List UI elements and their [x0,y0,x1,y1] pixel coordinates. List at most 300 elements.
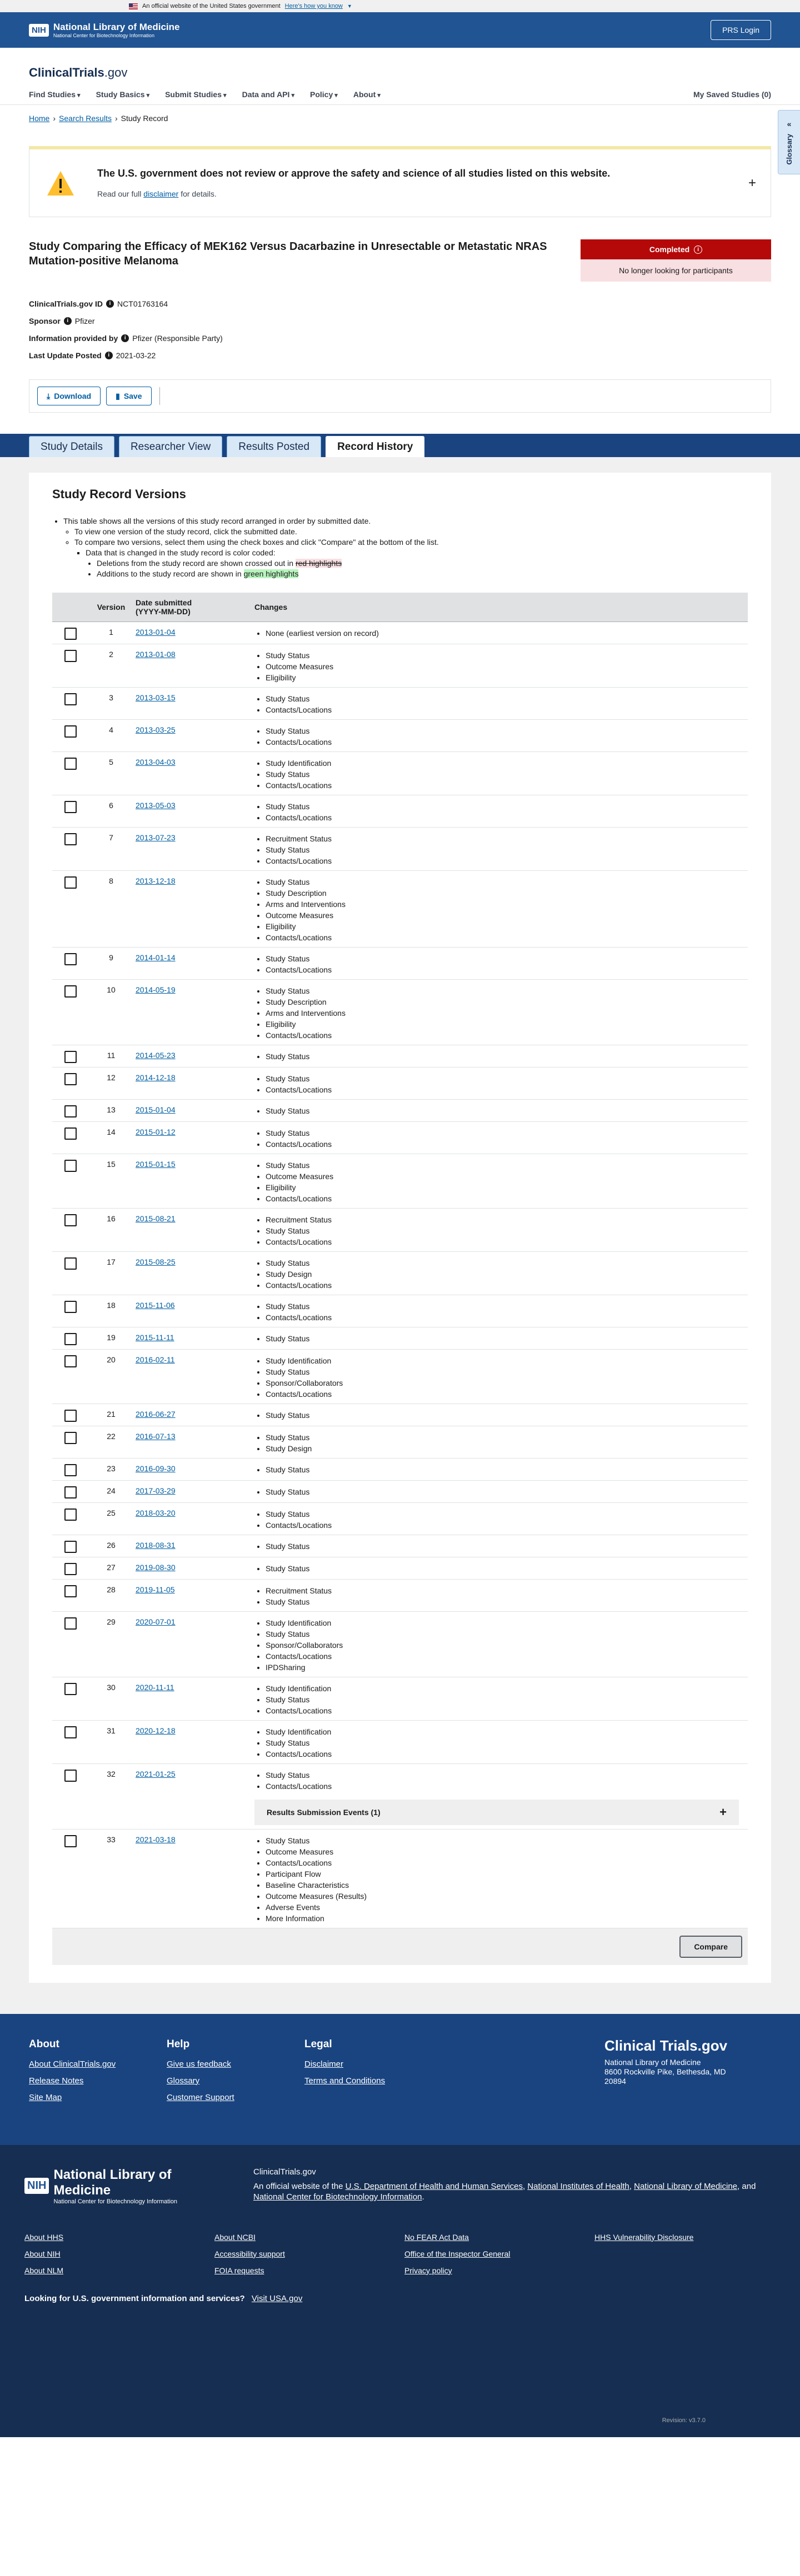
change-item: • Recruitment Status [266,833,748,844]
change-item: • Study Status [266,1366,748,1377]
table-row [52,687,748,719]
nih-footer-logo[interactable] [24,2167,218,2205]
version-number: 9 [87,947,136,979]
footer-link-accessibility-support[interactable]: Accessibility support [214,2249,285,2258]
version-date-link[interactable]: 2016-02-11 [136,1355,175,1364]
footer-link-office-of-the-inspector-general[interactable]: Office of the Inspector General [404,2249,511,2258]
version-date-link[interactable]: 2015-11-06 [136,1300,175,1310]
version-checkbox[interactable] [64,833,77,845]
changes-list [254,1105,748,1116]
version-date-link[interactable]: 2021-01-25 [136,1769,176,1778]
version-checkbox[interactable] [64,1333,77,1345]
changes-list [254,1301,748,1323]
version-checkbox[interactable] [64,1105,77,1117]
version-date-link[interactable]: 2013-03-25 [136,725,176,734]
table-row [52,751,748,795]
version-date-link[interactable]: 2019-11-05 [136,1585,175,1594]
last-update-value: 2021-03-22 [116,350,156,360]
action-bar [29,379,771,413]
version-date-link[interactable]: 2016-07-13 [136,1431,176,1441]
tab-researcher-view[interactable]: Researcher View [119,436,222,457]
study-header [0,217,800,282]
nih-header [0,12,800,48]
sponsor-value: Pfizer [74,316,95,325]
change-item: • Study Status [266,876,748,888]
footer-link-release-notes[interactable]: Release Notes [29,2076,84,2086]
version-checkbox[interactable] [64,1486,77,1499]
version-number: 1 [87,622,136,644]
intro-item [63,527,748,579]
change-item: • Study Status [266,1073,748,1084]
footer-link-foia-requests[interactable]: FOIA requests [214,2266,264,2275]
version-checkbox[interactable] [64,1835,77,1847]
footer-link-about-ncbi[interactable]: About NCBI [214,2232,256,2242]
nav-item-data-and-api[interactable]: Data and API ▾ [242,90,294,99]
version-number: 26 [87,1535,136,1557]
table-row [52,1611,748,1677]
my-saved-studies-link[interactable]: My Saved Studies (0) [693,90,771,99]
changes-list [254,1410,748,1421]
compare-row [52,1928,748,1965]
version-date-link[interactable]: 2013-03-15 [136,693,176,702]
version-date-link[interactable]: 2013-01-08 [136,649,176,659]
version-checkbox[interactable] [64,1073,77,1085]
version-date-link[interactable]: 2013-04-03 [136,757,176,766]
change-item: • Study Status [266,1596,748,1607]
intro-item: ▪ Data that is changed in the study record is color coded: [86,548,748,558]
version-checkbox[interactable] [64,693,77,705]
version-number: 32 [87,1763,136,1829]
change-item: • Contacts/Locations [266,1389,748,1400]
change-item: • Study Status [266,1737,748,1748]
record-history-card [29,473,771,1983]
version-checkbox[interactable] [64,1464,77,1476]
breadcrumb-separator: › [114,114,118,123]
double-chevron-left-icon: « [787,119,792,129]
table-row [52,1208,748,1251]
version-number: 6 [87,795,136,827]
gov-banner-link[interactable]: Here's how you know [284,3,343,9]
version-checkbox[interactable] [64,1770,77,1782]
download-icon: ⤓ [47,391,51,400]
version-date-link[interactable]: 2020-12-18 [136,1726,176,1735]
footer-logo[interactable]: Clinical Trials.gov [604,2037,728,2054]
table-row [52,1067,748,1099]
version-date-link[interactable]: 2015-11-11 [136,1332,174,1342]
footer-link-about-nih[interactable]: About NIH [24,2249,61,2258]
table-row [52,1579,748,1611]
nih-logo[interactable] [29,22,180,38]
change-item: • Study Status [266,844,748,855]
status-box [581,239,771,282]
nav-item-find-studies[interactable]: Find Studies ▾ [29,90,81,99]
glossary-label: Glossary [785,134,793,165]
tab-results-posted[interactable]: Results Posted [227,436,321,457]
version-checkbox[interactable] [64,1617,77,1630]
changes-list [254,1051,748,1062]
nlm-address: 8600 Rockville Pike, Bethesda, MD [604,2067,726,2076]
version-date-link[interactable]: 2021-03-18 [136,1835,176,1844]
table-row [52,870,748,947]
tab-record-history[interactable]: Record History [326,436,424,457]
breadcrumb-home[interactable]: Home [29,114,50,123]
change-item: • Study Status [266,725,748,736]
version-checkbox[interactable] [64,985,77,998]
version-checkbox[interactable] [64,1301,77,1313]
change-item: • Study Description [266,888,748,899]
version-date-link[interactable]: 2018-08-31 [136,1540,176,1550]
change-item: • Sponsor/Collaborators [266,1640,748,1651]
section-heading: Study Record Versions [52,487,186,501]
intro-item: • This table shows all the versions of this study record arranged in order by submitted date. [63,516,748,527]
version-number: 10 [87,979,136,1045]
header-version: Version [87,593,136,622]
version-number: 16 [87,1208,136,1251]
change-item: • Contacts/Locations [266,736,748,748]
change-item: • Recruitment Status [266,1585,748,1596]
change-item: • Contacts/Locations [266,1030,748,1041]
footer-link-hhs-vulnerability-disclosure[interactable]: HHS Vulnerability Disclosure [594,2232,694,2242]
info-provided-value: Pfizer (Responsible Party) [132,333,223,343]
header-date: Date submitted (YYYY-MM-DD) [136,593,254,622]
nih-badge: NIH [29,24,49,37]
changes-list [254,1432,748,1454]
change-item: • Study Status [266,650,748,661]
nct-id: NCT01763164 [117,299,168,308]
version-checkbox[interactable] [64,1432,77,1444]
change-item: • Study Identification [266,758,748,769]
version-date-link[interactable]: 2015-08-25 [136,1257,176,1266]
table-row [52,644,748,687]
version-checkbox[interactable] [64,1585,77,1597]
change-item: • IPDSharing [266,1662,748,1673]
version-number: 27 [87,1557,136,1579]
breadcrumb-separator: › [53,114,56,123]
footer-link-customer-support[interactable]: Customer Support [167,2092,234,2102]
change-item: • More Information [266,1913,748,1924]
footer-heading: Help [167,2038,190,2050]
change-item: • Study Identification [266,1617,748,1628]
site-brand[interactable]: ClinicalTrials.gov [29,66,128,79]
changes-list [254,1563,748,1574]
disclaimer-heading: The U.S. government does not review or approve the safety and science of all studies listed on this website. [97,168,611,179]
changes-list [254,1617,748,1673]
change-item: • Study Status [266,1508,748,1520]
change-item: • Contacts/Locations [266,964,748,975]
version-date-link[interactable]: 2013-07-23 [136,833,176,842]
version-date-link[interactable]: 2015-01-04 [136,1105,176,1114]
changes-list [254,1486,748,1497]
chevron-down-icon: ▼ [347,3,352,9]
version-checkbox[interactable] [64,1257,77,1270]
change-item: • Study Identification [266,1355,748,1366]
version-checkbox[interactable] [64,1214,77,1226]
intro-item [86,558,748,579]
bookmark-icon: ▮ [116,391,120,400]
change-item: • Contacts/Locations [266,1748,748,1760]
footer-link-about-hhs[interactable]: About HHS [24,2232,64,2242]
gov-banner-text: An official website of the United States government [142,3,281,9]
download-button[interactable]: ⤓ Download [37,387,101,405]
change-item: • Contacts/Locations [266,1084,748,1095]
version-date-link[interactable]: 2018-03-20 [136,1508,176,1517]
version-number: 14 [87,1121,136,1154]
version-date-link[interactable]: 2014-12-18 [136,1073,176,1082]
footer-link-glossary[interactable]: Glossary [167,2076,200,2086]
version-date-link[interactable]: 2015-01-12 [136,1127,176,1136]
version-date-link[interactable]: 2020-11-11 [136,1682,174,1692]
nih-link[interactable]: National Institutes of Health [527,2181,629,2191]
footer-nlm [604,2038,771,2128]
footer-heading: About [29,2038,59,2050]
table-row [52,1251,748,1295]
nih-title: National Library of Medicine [53,22,180,32]
footer-legal [304,2038,442,2128]
nlm-link[interactable]: National Library of Medicine [634,2181,738,2191]
changes-list [254,1355,748,1400]
sponsor-label: Sponsor [29,316,61,325]
version-date-link[interactable]: 2016-06-27 [136,1409,176,1419]
table-row [52,1045,748,1067]
version-number: 3 [87,687,136,719]
change-item: • Study Status [266,1257,748,1269]
version-checkbox[interactable] [64,1355,77,1367]
change-item: • Contacts/Locations [266,1280,748,1291]
change-item: • Study Status [266,985,748,996]
table-row [52,1557,748,1579]
change-item: • Study Status [266,1105,748,1116]
version-checkbox[interactable] [64,1127,77,1140]
usa-gov-link[interactable]: Visit USA.gov [251,2293,303,2303]
ncbi-link[interactable]: National Center for Biotechnology Information [253,2192,422,2202]
version-checkbox[interactable] [64,1160,77,1172]
version-date-link[interactable]: 2013-01-04 [136,627,176,637]
table-row [52,1349,748,1404]
footer-link-about-nlm[interactable]: About NLM [24,2266,64,2275]
table-row [52,1121,748,1154]
change-item: • Study Status [266,1051,748,1062]
tab-study-details[interactable]: Study Details [29,436,114,457]
info-icon[interactable]: i [64,317,72,325]
change-item: • Study Status [266,1410,748,1421]
changes-list [254,1464,748,1475]
change-item: • Study Description [266,996,748,1008]
table-row [52,1099,748,1121]
footer-link-site-map[interactable]: Site Map [29,2092,62,2102]
version-checkbox[interactable] [64,725,77,738]
version-checkbox[interactable] [64,1410,77,1422]
version-date-link[interactable]: 2020-07-01 [136,1617,176,1626]
changes-list [254,1508,748,1531]
change-item: • Study Status [266,1225,748,1236]
nav-item-about[interactable]: About ▾ [353,90,381,99]
us-flag-icon [129,3,138,9]
version-date-link[interactable]: 2017-03-29 [136,1486,176,1495]
prs-login-button[interactable]: PRS Login [711,20,771,40]
study-meta [0,282,800,364]
change-item: • Participant Flow [266,1868,748,1880]
version-date-link[interactable]: 2014-05-19 [136,985,176,994]
version-number: 28 [87,1579,136,1611]
info-icon[interactable]: i [121,334,129,342]
footer-link-privacy-policy[interactable]: Privacy policy [404,2266,452,2275]
change-item: • Study Status [266,1563,748,1574]
nav-item-policy[interactable]: Policy ▾ [310,90,338,99]
changes-list [254,628,748,639]
change-item: • Eligibility [266,921,748,932]
breadcrumb-search-results[interactable]: Search Results [59,114,112,123]
version-date-link[interactable]: 2016-09-30 [136,1464,176,1473]
change-item: • Recruitment Status [266,1214,748,1225]
version-checkbox[interactable] [64,628,77,640]
change-item: • Study Status [266,1628,748,1640]
expand-plus-icon[interactable]: + [748,175,756,191]
hhs-link[interactable]: U.S. Department of Health and Human Services [345,2181,523,2191]
nav-item-study-basics[interactable]: Study Basics ▾ [96,90,150,99]
compare-button[interactable]: Compare [679,1936,742,1958]
version-checkbox[interactable] [64,758,77,770]
footer-description: An official website of the U.S. Department of Health and Human Services, National Institutes of Health, National Library of Medicine, and National Center for Biotechnology Information. [253,2181,756,2202]
table-row [52,1426,748,1458]
table-row [52,719,748,751]
version-number: 7 [87,827,136,870]
table-row [52,1535,748,1557]
version-number: 30 [87,1677,136,1720]
change-item: • Study Status [266,693,748,704]
change-item: • Study Status [266,1541,748,1552]
intro-item [74,548,748,579]
version-checkbox[interactable] [64,953,77,965]
change-item: • Arms and Interventions [266,1008,748,1019]
version-number: 29 [87,1611,136,1677]
change-item: • Contacts/Locations [266,1705,748,1716]
version-date-link[interactable]: 2013-12-18 [136,876,176,885]
footer-heading: Legal [304,2038,332,2050]
version-number: 19 [87,1327,136,1349]
changes-list [254,1333,748,1344]
footer-link-about-clinicaltrials-gov[interactable]: About ClinicalTrials.gov [29,2059,116,2069]
change-item: • Study Design [266,1443,748,1454]
changes-list [254,1770,748,1792]
version-label: Revision: v3.7.0 [662,2417,706,2424]
info-icon[interactable]: i [694,245,702,254]
expand-plus-icon: + [719,1805,727,1819]
footer-link-terms-and-conditions[interactable]: Terms and Conditions [304,2076,386,2086]
version-checkbox[interactable] [64,650,77,662]
change-item: • Eligibility [266,672,748,683]
table-header-row [52,593,748,622]
version-number: 5 [87,751,136,795]
table-row [52,979,748,1045]
change-item: • Contacts/Locations [266,704,748,715]
version-date-link[interactable]: 2015-08-21 [136,1214,176,1223]
change-item: • Study Status [266,1770,748,1781]
version-number: 22 [87,1426,136,1458]
version-number: 11 [87,1045,136,1067]
changes-list [254,953,748,975]
version-checkbox[interactable] [64,1683,77,1695]
intro-item: ◦ To view one version of the study record, click the submitted date. [74,527,748,537]
changes-list [254,1726,748,1760]
table-row [52,947,748,979]
changes-list [254,725,748,748]
changes-list [254,876,748,943]
results-submission-events-label: Results Submission Events (1) [267,1807,381,1817]
table-row [52,1458,748,1480]
version-number: 13 [87,1099,136,1121]
glossary-tab[interactable] [778,110,800,174]
version-checkbox[interactable] [64,1726,77,1738]
results-submission-events-accordion[interactable] [254,1800,739,1825]
version-date-link[interactable]: 2019-08-30 [136,1562,176,1572]
warning-icon [46,170,75,197]
change-item: • Study Status [266,1301,748,1312]
change-item: • Outcome Measures [266,661,748,672]
version-date-link[interactable]: 2014-01-14 [136,953,176,962]
info-icon[interactable]: i [106,300,114,308]
table-row [52,1677,748,1720]
change-item: • Study Identification [266,1683,748,1694]
footer-help [167,2038,304,2128]
red-highlight-sample: red highlights [295,559,342,568]
changes-list [254,1257,748,1291]
green-highlight-sample: green highlights [243,569,299,578]
version-date-link[interactable]: 2014-05-23 [136,1050,176,1060]
info-provided-label: Information provided by [29,333,118,343]
version-number: 21 [87,1404,136,1426]
divider [159,387,160,405]
gov-banner [0,0,800,12]
content-area [0,457,800,2014]
header-changes: Changes [254,593,748,622]
disclaimer-link[interactable]: disclaimer [143,189,179,198]
nih-title: National Library of Medicine [53,2167,172,2198]
nih-subtitle: National Center for Biotechnology Information [53,33,154,38]
intro-list [52,516,748,579]
version-checkbox[interactable] [64,1508,77,1521]
changes-list [254,1541,748,1552]
nlm-name: National Library of Medicine [604,2057,701,2067]
version-checkbox[interactable] [64,801,77,813]
version-date-link[interactable]: 2015-01-15 [136,1159,176,1169]
version-date-link[interactable]: 2013-05-03 [136,800,176,810]
change-item: • Contacts/Locations [266,1520,748,1531]
change-item: • Baseline Characteristics [266,1880,748,1891]
intro-item: ◦ To compare two versions, select them using the check boxes and click "Compare" at the bottom of the list. [74,537,748,548]
change-item: • Study Status [266,1127,748,1139]
change-item: • Arms and Interventions [266,899,748,910]
footer-link-disclaimer[interactable]: Disclaimer [304,2059,344,2069]
status-note: No longer looking for participants [581,259,771,282]
nav-item-submit-studies[interactable]: Submit Studies ▾ [165,90,226,99]
version-checkbox[interactable] [64,1051,77,1063]
change-item: • Study Status [266,1835,748,1846]
save-button[interactable]: ▮ Save [106,387,151,405]
change-item: • Study Status [266,1464,748,1475]
version-checkbox[interactable] [64,876,77,889]
version-checkbox[interactable] [64,1541,77,1553]
changes-list [254,1127,748,1150]
version-number: 33 [87,1829,136,1928]
info-icon[interactable]: i [105,352,113,359]
change-item: • Study Status [266,801,748,812]
version-number: 4 [87,719,136,751]
footer-site-name: ClinicalTrials.gov [253,2167,316,2177]
change-item: • Contacts/Locations [266,1139,748,1150]
footer-link-no-fear-act-data[interactable]: No FEAR Act Data [404,2232,469,2242]
version-checkbox[interactable] [64,1563,77,1575]
footer-link-give-us-feedback[interactable]: Give us feedback [167,2059,231,2069]
